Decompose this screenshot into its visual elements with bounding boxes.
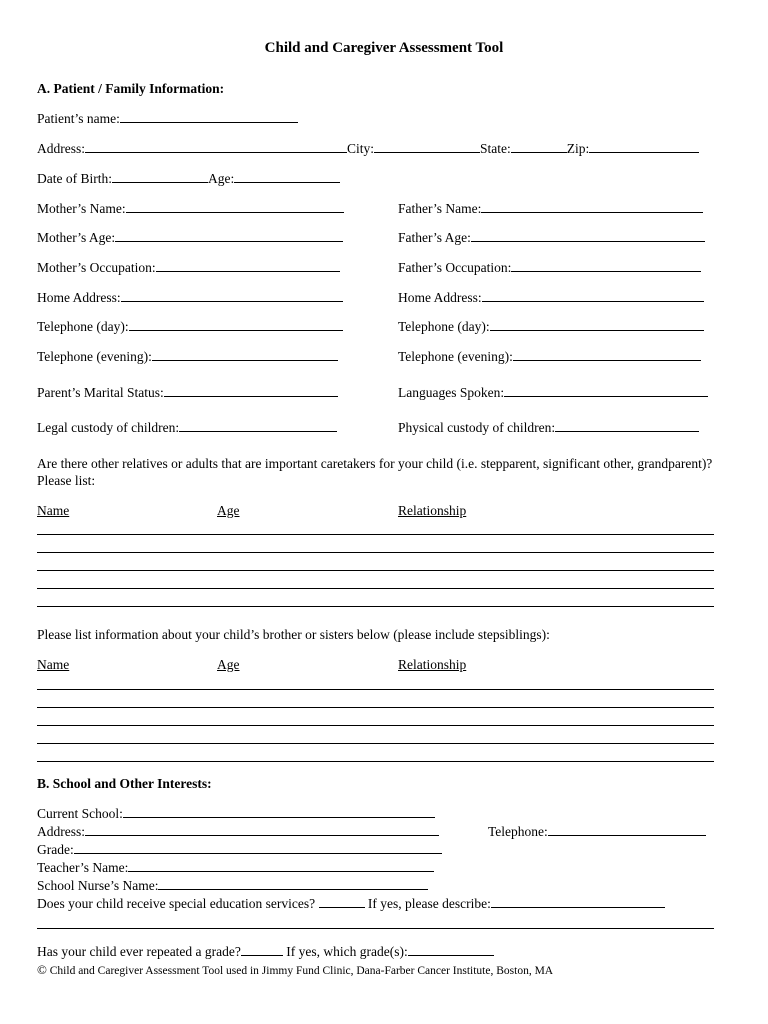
age-field[interactable] bbox=[234, 170, 340, 183]
repeated-grade-row bbox=[37, 943, 494, 960]
dob-label: Date of Birth: bbox=[37, 171, 112, 186]
patient-name-field[interactable] bbox=[120, 110, 298, 123]
relatives-question: Are there other relatives or adults that are important caretakers for your child (i.e. stepparent, significant other, grandparent)? Please list: bbox=[37, 456, 713, 488]
nurse-row bbox=[37, 877, 428, 894]
marital-status-row bbox=[37, 384, 338, 401]
siblings-line-1[interactable] bbox=[37, 689, 714, 690]
marital-status-field[interactable] bbox=[164, 384, 338, 397]
siblings-col-name: Name bbox=[37, 657, 70, 672]
grade-label: Grade: bbox=[37, 842, 74, 857]
dob-row bbox=[37, 170, 340, 187]
grade-row bbox=[37, 841, 442, 858]
father-home-address-field[interactable] bbox=[482, 289, 704, 302]
mother-age-field[interactable] bbox=[115, 229, 343, 242]
siblings-line-4[interactable] bbox=[37, 743, 714, 744]
relatives-col-relationship: Relationship bbox=[398, 503, 467, 518]
physical-custody-label: Physical custody of children: bbox=[398, 420, 556, 435]
footer bbox=[37, 962, 553, 979]
physical-custody-row bbox=[398, 419, 699, 436]
state-label: State: bbox=[480, 141, 511, 156]
father-name-row bbox=[398, 200, 703, 217]
section-b-heading: B. School and Other Interests: bbox=[37, 776, 212, 791]
special-ed-row bbox=[37, 895, 665, 912]
mother-tel-day-label: Telephone (day): bbox=[37, 319, 129, 334]
languages-field[interactable] bbox=[504, 384, 708, 397]
father-tel-evening-label: Telephone (evening): bbox=[398, 349, 513, 364]
mother-tel-day-field[interactable] bbox=[129, 318, 343, 331]
physical-custody-field[interactable] bbox=[555, 419, 699, 432]
special-ed-extra-line[interactable] bbox=[37, 928, 714, 929]
mother-name-field[interactable] bbox=[126, 200, 344, 213]
mother-occupation-row bbox=[37, 259, 340, 276]
mother-tel-evening-field[interactable] bbox=[152, 348, 338, 361]
father-home-address-label: Home Address: bbox=[398, 290, 482, 305]
relatives-line-3[interactable] bbox=[37, 570, 714, 571]
current-school-label: Current School: bbox=[37, 806, 123, 821]
siblings-question: Please list information about your child’s brother or sisters below (please include stepsiblings): bbox=[37, 627, 550, 642]
school-address-label: Address: bbox=[37, 824, 85, 839]
mother-home-address-field[interactable] bbox=[121, 289, 343, 302]
mother-occupation-field[interactable] bbox=[156, 259, 340, 272]
mother-occupation-label: Mother’s Occupation: bbox=[37, 260, 156, 275]
legal-custody-label: Legal custody of children: bbox=[37, 420, 180, 435]
legal-custody-row bbox=[37, 419, 337, 436]
relatives-line-5[interactable] bbox=[37, 606, 714, 607]
city-label: City: bbox=[347, 141, 375, 156]
siblings-line-2[interactable] bbox=[37, 707, 714, 708]
mother-age-row bbox=[37, 229, 343, 246]
mother-name-row bbox=[37, 200, 344, 217]
relatives-line-2[interactable] bbox=[37, 552, 714, 553]
father-tel-evening-row bbox=[398, 348, 701, 365]
repeated-grade-which-field[interactable] bbox=[408, 943, 494, 956]
father-tel-day-label: Telephone (day): bbox=[398, 319, 490, 334]
relatives-line-1[interactable] bbox=[37, 534, 714, 535]
father-tel-day-row bbox=[398, 318, 704, 335]
mother-tel-evening-label: Telephone (evening): bbox=[37, 349, 152, 364]
state-field[interactable] bbox=[511, 140, 567, 153]
zip-field[interactable] bbox=[589, 140, 699, 153]
special-ed-describe-label: If yes, please describe: bbox=[367, 896, 491, 911]
address-label: Address: bbox=[37, 141, 85, 156]
special-ed-label: Does your child receive special education services? bbox=[37, 896, 316, 911]
father-age-label: Father’s Age: bbox=[398, 230, 471, 245]
zip-label: Zip: bbox=[566, 141, 590, 156]
mother-tel-evening-row bbox=[37, 348, 338, 365]
current-school-field[interactable] bbox=[123, 805, 435, 818]
copyright-icon: © bbox=[37, 962, 47, 977]
teacher-label: Teacher’s Name: bbox=[37, 860, 129, 875]
languages-label: Languages Spoken: bbox=[398, 385, 505, 400]
mother-home-address-row bbox=[37, 289, 343, 306]
mother-home-address-label: Home Address: bbox=[37, 290, 121, 305]
siblings-col-relationship: Relationship bbox=[398, 657, 467, 672]
father-occupation-field[interactable] bbox=[511, 259, 701, 272]
address-row bbox=[37, 140, 699, 157]
legal-custody-field[interactable] bbox=[179, 419, 337, 432]
section-a-heading: A. Patient / Family Information: bbox=[37, 81, 225, 96]
mother-name-label: Mother’s Name: bbox=[37, 201, 126, 216]
school-telephone-field[interactable] bbox=[548, 823, 706, 836]
dob-field[interactable] bbox=[112, 170, 208, 183]
special-ed-describe-field[interactable] bbox=[491, 895, 665, 908]
patient-name-label: Patient’s name: bbox=[37, 111, 120, 126]
school-address-field[interactable] bbox=[85, 823, 439, 836]
relatives-col-age: Age bbox=[217, 503, 240, 518]
footer-text: Child and Caregiver Assessment Tool used in Jimmy Fund Clinic, Dana-Farber Cancer Institute, Boston, MA bbox=[49, 965, 554, 977]
mother-tel-day-row bbox=[37, 318, 343, 335]
city-field[interactable] bbox=[374, 140, 480, 153]
school-address-row bbox=[37, 823, 439, 840]
father-age-field[interactable] bbox=[471, 229, 705, 242]
father-occupation-row bbox=[398, 259, 701, 276]
siblings-line-5[interactable] bbox=[37, 761, 714, 762]
father-occupation-label: Father’s Occupation: bbox=[398, 260, 512, 275]
repeated-grade-answer-field[interactable] bbox=[241, 943, 283, 956]
teacher-field[interactable] bbox=[128, 859, 434, 872]
father-home-address-row bbox=[398, 289, 704, 306]
school-telephone-label: Telephone: bbox=[488, 824, 548, 839]
siblings-line-3[interactable] bbox=[37, 725, 714, 726]
repeated-grade-which-label: If yes, which grade(s): bbox=[286, 944, 408, 959]
teacher-row bbox=[37, 859, 434, 876]
special-ed-answer-field[interactable] bbox=[319, 895, 365, 908]
siblings-col-age: Age bbox=[217, 657, 240, 672]
relatives-line-4[interactable] bbox=[37, 588, 714, 589]
form-title: Child and Caregiver Assessment Tool bbox=[264, 40, 504, 56]
father-tel-evening-field[interactable] bbox=[513, 348, 701, 361]
nurse-label: School Nurse’s Name: bbox=[37, 878, 159, 893]
current-school-row bbox=[37, 805, 435, 822]
nurse-field[interactable] bbox=[158, 877, 428, 890]
father-name-label: Father’s Name: bbox=[398, 201, 482, 216]
repeated-grade-label: Has your child ever repeated a grade? bbox=[37, 944, 241, 959]
grade-field[interactable] bbox=[74, 841, 442, 854]
relatives-col-name: Name bbox=[37, 503, 70, 518]
mother-age-label: Mother’s Age: bbox=[37, 230, 116, 245]
address-field[interactable] bbox=[85, 140, 347, 153]
father-name-field[interactable] bbox=[481, 200, 703, 213]
marital-status-label: Parent’s Marital Status: bbox=[37, 385, 164, 400]
school-telephone-row bbox=[488, 823, 706, 840]
father-tel-day-field[interactable] bbox=[490, 318, 704, 331]
age-label: Age: bbox=[207, 171, 235, 186]
father-age-row bbox=[398, 229, 705, 246]
languages-row bbox=[398, 384, 708, 401]
patient-name-row bbox=[37, 110, 298, 127]
